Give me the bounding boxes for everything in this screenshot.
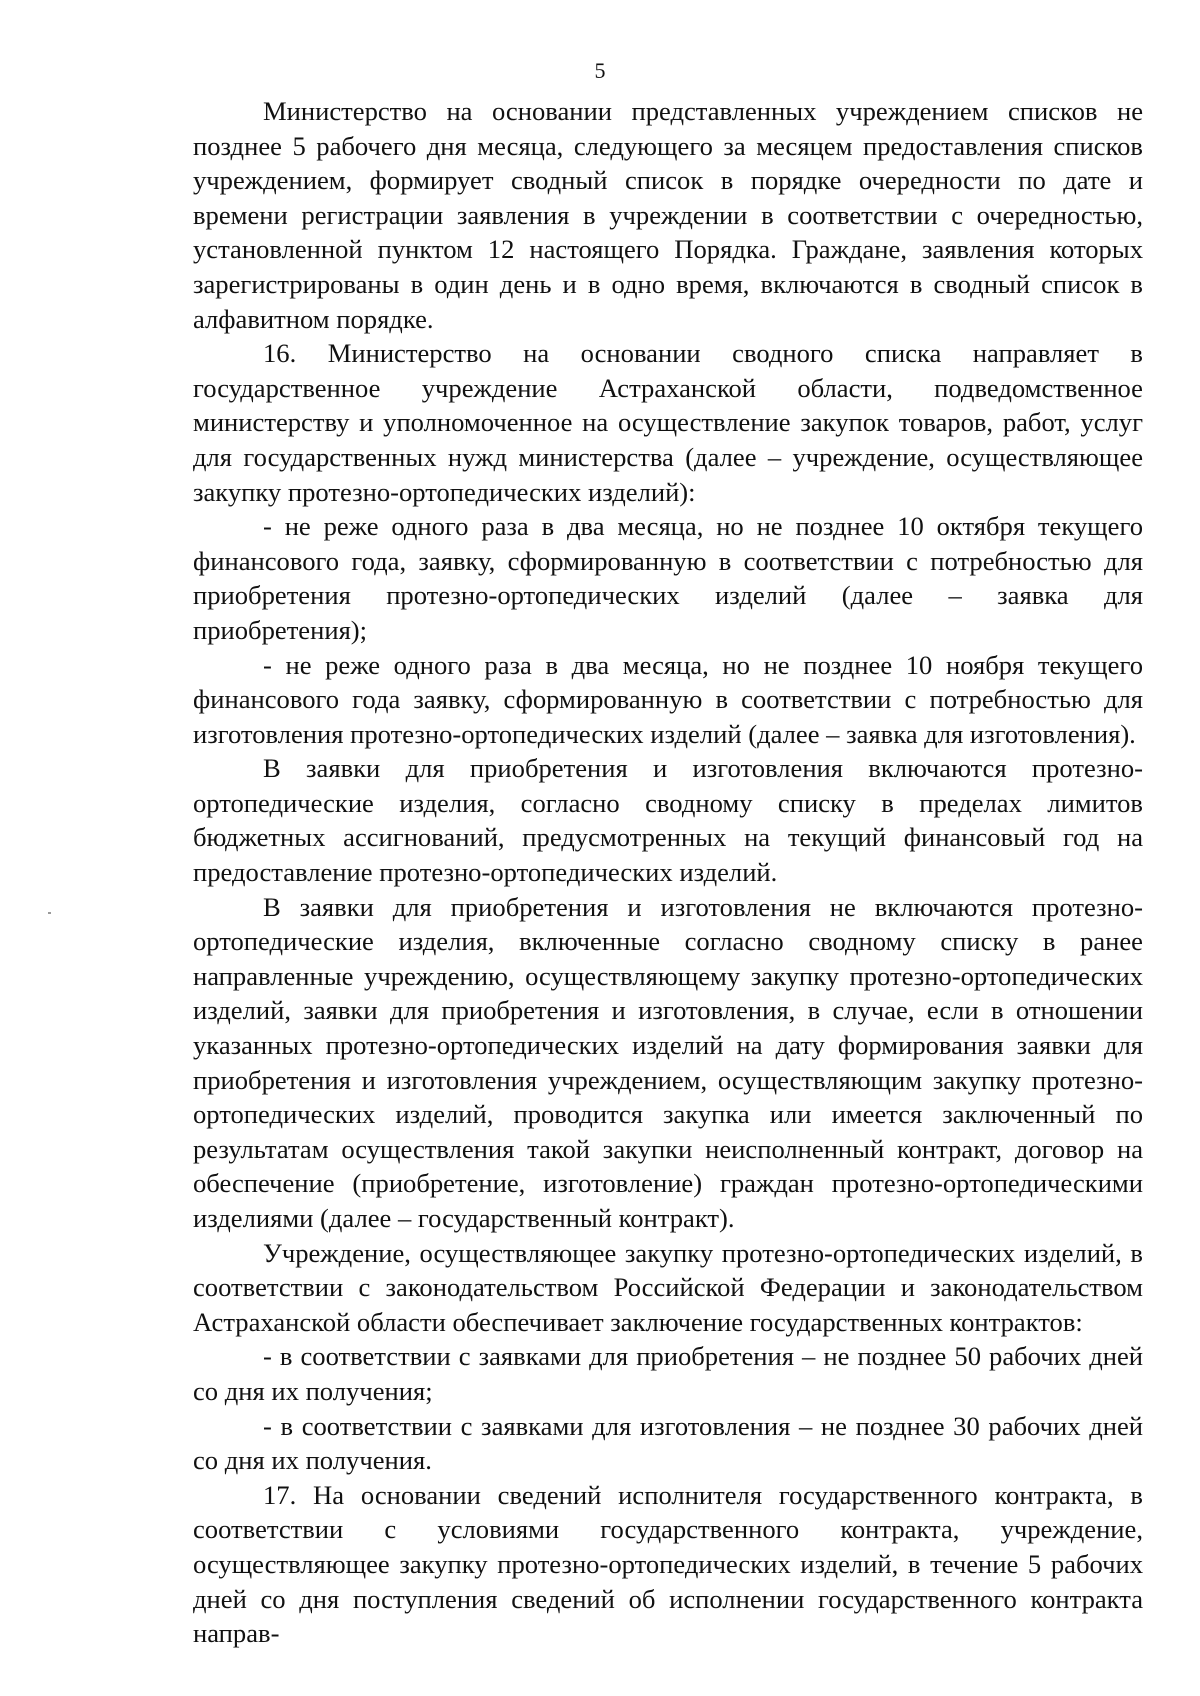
scan-speck: [48, 912, 51, 914]
paragraph-contracts: Учреждение, осуществляющее закупку протезно-ортопедических изделий, в соответствии с законодательством Российской Федерации и законодательством Астраханской области обеспечивает заключение государственных контрактов:: [193, 1237, 1143, 1337]
paragraph-consolidated-list: Министерство на основании представленных учреждением списков не позднее 5 рабочего дня месяца, следующего за месяцем предоставления списков учреждением, формирует сводный список в порядке очередности по дате и времени регистрации заявления в учреждении в соответствии с очередностью, установленной пунктом 12 настоящего Порядка. Граждане, заявления которых зарегистрированы в один день и в одно время, включаются в сводный список в алфавитном порядке.: [193, 96, 1143, 334]
paragraph-excluded-items: В заявки для приобретения и изготовления не включаются протезно-ортопедические изделия, включенные согласно сводному списку в ранее направленные учреждению, осуществляющему закупку протезно-ортопедических изделий, заявки для приобретения и изготовления, в случае, если в отношении указанных протезно-ортопедических изделий на дату формирования заявки для приобретения и изготовления учреждением, осуществляющим закупку протезно-ортопедических изделий, проводится закупка или имеется заключенный по результатам осуществления такой закупки неисполненный контракт, договор на обеспечение (приобретение, изготовление) граждан протезно-ортопедическими изделиями (далее – государственный контракт).: [193, 891, 1143, 1233]
paragraph-manufacture-request: - не реже одного раза в два месяца, но не позднее 10 ноября текущего финансового года заявку, сформированную в соответствии с потребностью для изготовления протезно-ортопедических изделий (далее – заявка для изготовления).: [193, 649, 1143, 749]
paragraph-purchase-request: - не реже одного раза в два месяца, но не позднее 10 октября текущего финансового года, заявку, сформированную в соответствии с потребностью для приобретения протезно-ортопедических изделий (далее – заявка для приобретения);: [193, 511, 1143, 645]
paragraph-item-16: 16. Министерство на основании сводного списка направляет в государственное учреждение Астраханской области, подведомственное министерству и уполномоченное на осуществление закупок товаров, работ, услуг для государственных нужд министерства (далее – учреждение, осуществляющее закупку протезно-ортопедических изделий):: [193, 338, 1143, 507]
paragraph-manufacture-deadline: - в соответствии с заявками для изготовления – не позднее 30 рабочих дней со дня их получения.: [193, 1410, 1143, 1476]
paragraph-purchase-deadline: - в соответствии с заявками для приобретения – не позднее 50 рабочих дней со дня их получения;: [193, 1341, 1143, 1406]
paragraph-included-items: В заявки для приобретения и изготовления включаются протезно-ортопедические изделия, согласно сводному списку в пределах лимитов бюджетных ассигнований, предусмотренных на текущий финансовый год на предоставление протезно-ортопедических изделий.: [193, 753, 1143, 888]
paragraph-item-17: 17. На основании сведений исполнителя государственного контракта, в соответствии с условиями государственного контракта, учреждение, осуществляющее закупку протезно-ортопедических изделий, в течение 5 рабочих дней со дня поступления сведений об исполнении государственного контракта направ-: [193, 1479, 1143, 1649]
page-number: 5: [594, 58, 606, 83]
document-body: [193, 94, 1143, 1651]
